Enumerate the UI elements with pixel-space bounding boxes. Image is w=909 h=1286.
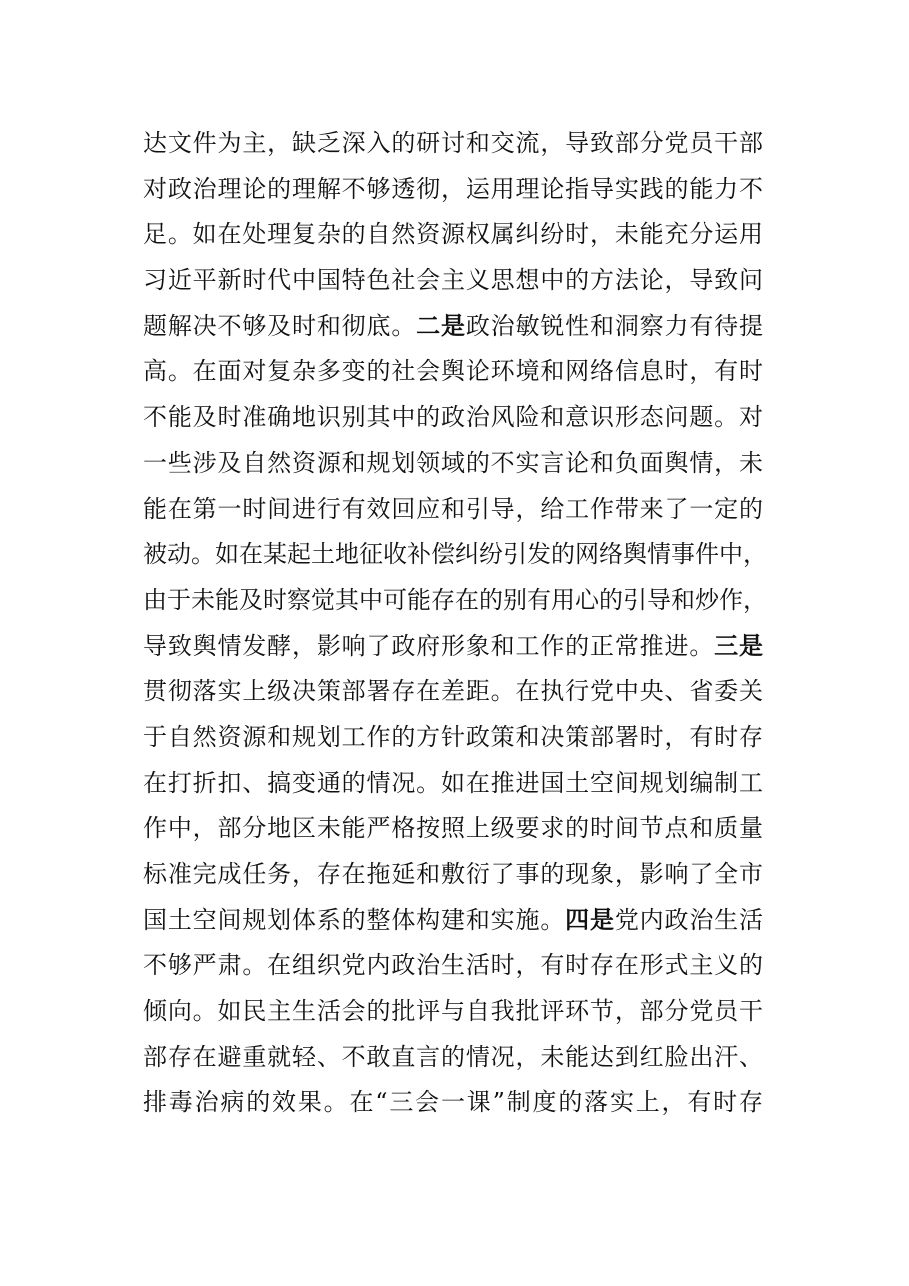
text-line (143, 212, 763, 258)
text-line (143, 441, 763, 487)
text-line (143, 669, 763, 715)
text-segment: 贯彻落实上级决策部署存在差距。在执行党中央、省委关 (143, 677, 763, 706)
text-segment: 标准完成任务，存在拖延和敷衍了事的现象，影响了全市 (143, 860, 763, 888)
text-segment: 排毒治病的效果。在“三会一课”制度的落实上，有时存 (143, 1088, 763, 1117)
text-line (143, 395, 763, 441)
text-line (143, 532, 767, 578)
text-line (143, 1035, 763, 1081)
text-line (143, 715, 763, 761)
text-line (143, 989, 763, 1035)
text-line (143, 761, 763, 807)
text-line (143, 258, 763, 304)
text-segment: 能在第一时间进行有效回应和引导，给工作带来了一定的 (143, 494, 763, 523)
text-segment: 不够严肃。在组织党内政治生活时，有时存在形式主义的 (143, 951, 763, 980)
text-line (143, 349, 763, 395)
text-line (143, 943, 763, 989)
text-segment: 政治敏锐性和洞察力有待提 (465, 311, 764, 340)
text-segment: 被动。如在某起土地征收补偿纠纷引发的网络舆情事件中， (143, 540, 767, 569)
text-segment: 在打折扣、搞变通的情况。如在推进国土空间规划编制工 (143, 768, 763, 797)
text-line (143, 304, 763, 350)
text-segment: 习近平新时代中国特色社会主义思想中的方法论，导致问 (143, 266, 763, 295)
bold-heading-marker: 二是 (416, 311, 466, 340)
text-segment: 党内政治生活 (614, 905, 764, 934)
text-line (143, 898, 763, 944)
text-segment: 于自然资源和规划工作的方针政策和决策部署时，有时存 (143, 722, 763, 751)
text-segment: 由于未能及时察觉其中可能存在的别有用心的引导和炒作， (143, 585, 767, 614)
text-line (143, 167, 763, 213)
text-line (143, 624, 763, 670)
text-segment: 倾向。如民主生活会的批评与自我批评环节，部分党员干 (143, 997, 763, 1026)
text-segment: 达文件为主，缺乏深入的研讨和交流，导致部分党员干部 (143, 129, 763, 157)
text-segment: 对政治理论的理解不够透彻，运用理论指导实践的能力不 (143, 174, 763, 203)
text-segment: 导致舆情发酵，影响了政府形象和工作的正常推进。 (143, 631, 715, 660)
text-segment: 高。在面对复杂多变的社会舆论环境和网络信息时，有时 (143, 357, 763, 386)
text-line (143, 806, 763, 852)
bold-heading-marker: 三是 (714, 631, 764, 660)
text-segment: 足。如在处理复杂的自然资源权属纠纷时，未能充分运用 (143, 220, 763, 249)
bold-heading-marker: 四是 (565, 905, 615, 934)
body-text (143, 121, 767, 1126)
text-line (143, 852, 763, 898)
text-line (143, 1080, 763, 1126)
text-segment: 不能及时准确地识别其中的政治风险和意识形态问题。对 (143, 403, 763, 432)
text-segment: 作中，部分地区未能严格按照上级要求的时间节点和质量 (143, 814, 763, 843)
text-line (143, 487, 763, 533)
text-segment: 国土空间规划体系的整体构建和实施。 (143, 905, 566, 934)
text-segment: 部存在避重就轻、不敢直言的情况，未能达到红脸出汗、 (143, 1042, 763, 1071)
text-line (143, 121, 763, 167)
text-line (143, 578, 767, 624)
text-segment: 题解决不够及时和彻底。 (143, 311, 417, 340)
text-segment: 一些涉及自然资源和规划领域的不实言论和负面舆情，未 (143, 448, 763, 477)
